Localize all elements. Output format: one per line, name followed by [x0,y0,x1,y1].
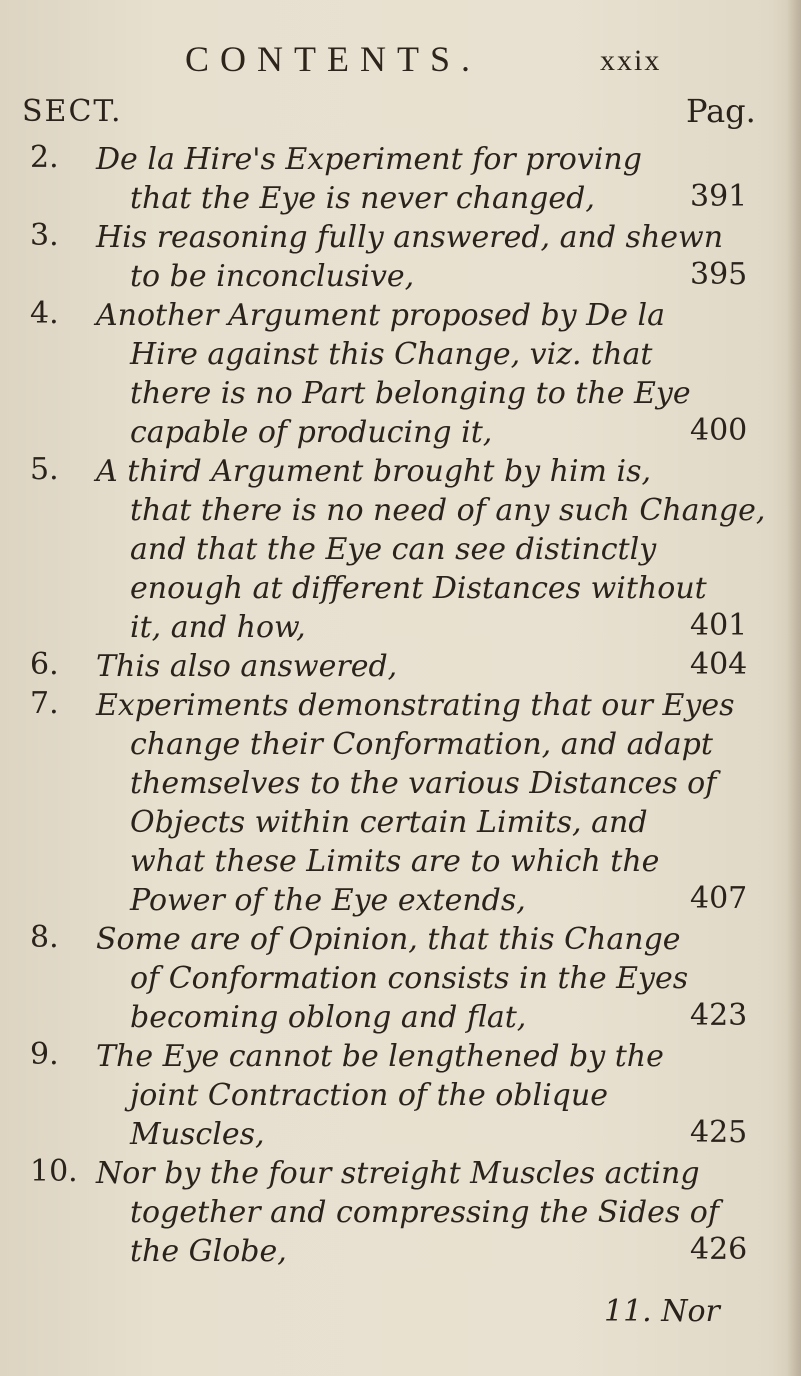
running-header [0,20,801,79]
entry-number: 9. [30,1037,59,1072]
entry-number: 6. [30,647,59,682]
section-column-label: SECT. [22,94,123,129]
entry-page-number: 401 [690,608,748,643]
entry-line: Muscles, [130,1117,265,1152]
column-headings [0,88,801,138]
entry-page-number: 391 [690,179,748,214]
catchword: 11. Nor [604,1294,720,1329]
entry-text [98,218,758,296]
entry-line: that the Eye is never changed, [130,181,595,216]
contents-entry [0,296,801,452]
entry-text [98,920,758,1037]
contents-entry [0,920,801,1037]
entry-line: the Globe, [130,1234,287,1269]
entry-line: of Conformation consists in the Eyes [130,961,689,996]
entry-line: there is no Part belonging to the Eye [130,376,691,411]
entry-text [98,686,758,920]
entry-line: themselves to the various Distances of [130,766,717,801]
entry-page-number: 426 [690,1232,748,1267]
entry-line: De la Hire's Experiment for proving [96,142,642,177]
entry-page-number: 404 [690,647,748,682]
entry-number: 5. [30,452,59,487]
entry-line: This also answered, [96,649,398,684]
entry-line: what these Limits are to which the [130,844,660,879]
entry-line: Nor by the four streight Muscles acting [96,1156,700,1191]
entry-number: 10. [30,1154,78,1189]
entry-page-number: 395 [690,257,748,292]
entry-line: it, and how, [130,610,306,645]
entry-line: that there is no need of any such Change, [130,493,766,528]
contents-entry [0,647,801,686]
contents-entry [0,1037,801,1154]
entry-line: Another Argument proposed by De la [96,298,665,333]
entry-number: 8. [30,920,59,955]
entry-line: to be inconclusive, [130,259,415,294]
entry-page-number: 407 [690,881,748,916]
entry-line: A third Argument brought by him is, [96,454,652,489]
entry-line: Experiments demonstrating that our Eyes [96,688,735,723]
header-title: CONTENTS. [185,39,481,79]
entry-number: 4. [30,296,59,331]
contents-entry [0,1154,801,1271]
entry-line: and that the Eye can see distinctly [130,532,657,567]
entry-text [98,647,758,686]
entry-page-number: 425 [690,1115,748,1150]
entry-line: capable of producing it, [130,415,493,450]
entry-text [98,1154,758,1271]
entry-text [98,1037,758,1154]
entry-number: 7. [30,686,59,721]
entry-line: enough at different Distances without [130,571,707,606]
entry-line: The Eye cannot be lengthened by the [96,1039,664,1074]
contents-entry [0,140,801,218]
contents-entry [0,452,801,647]
entry-line: Hire against this Change, viz. that [130,337,653,372]
contents-entry [0,218,801,296]
entry-line: Objects within certain Limits, and [130,805,648,840]
entry-number: 3. [30,218,59,253]
entry-line: together and compressing the Sides of [130,1195,719,1230]
entry-line: Power of the Eye extends, [130,883,526,918]
entry-page-number: 423 [690,998,748,1033]
entry-text [98,296,758,452]
page-column-label: Pag. [686,92,756,130]
entry-line: Some are of Opinion, that this Change [96,922,681,957]
entry-number: 2. [30,140,59,175]
contents-list [0,140,801,1271]
header-page-number: xxix [600,44,662,77]
entry-line: change their Conformation, and adapt [130,727,713,762]
entry-text [96,452,766,647]
entry-line: becoming oblong and flat, [130,1000,527,1035]
entry-line: His reasoning fully answered, and shewn [96,220,724,255]
entry-line: joint Contraction of the oblique [130,1078,608,1113]
contents-entry [0,686,801,920]
entry-page-number: 400 [690,413,748,448]
entry-text [98,140,758,218]
